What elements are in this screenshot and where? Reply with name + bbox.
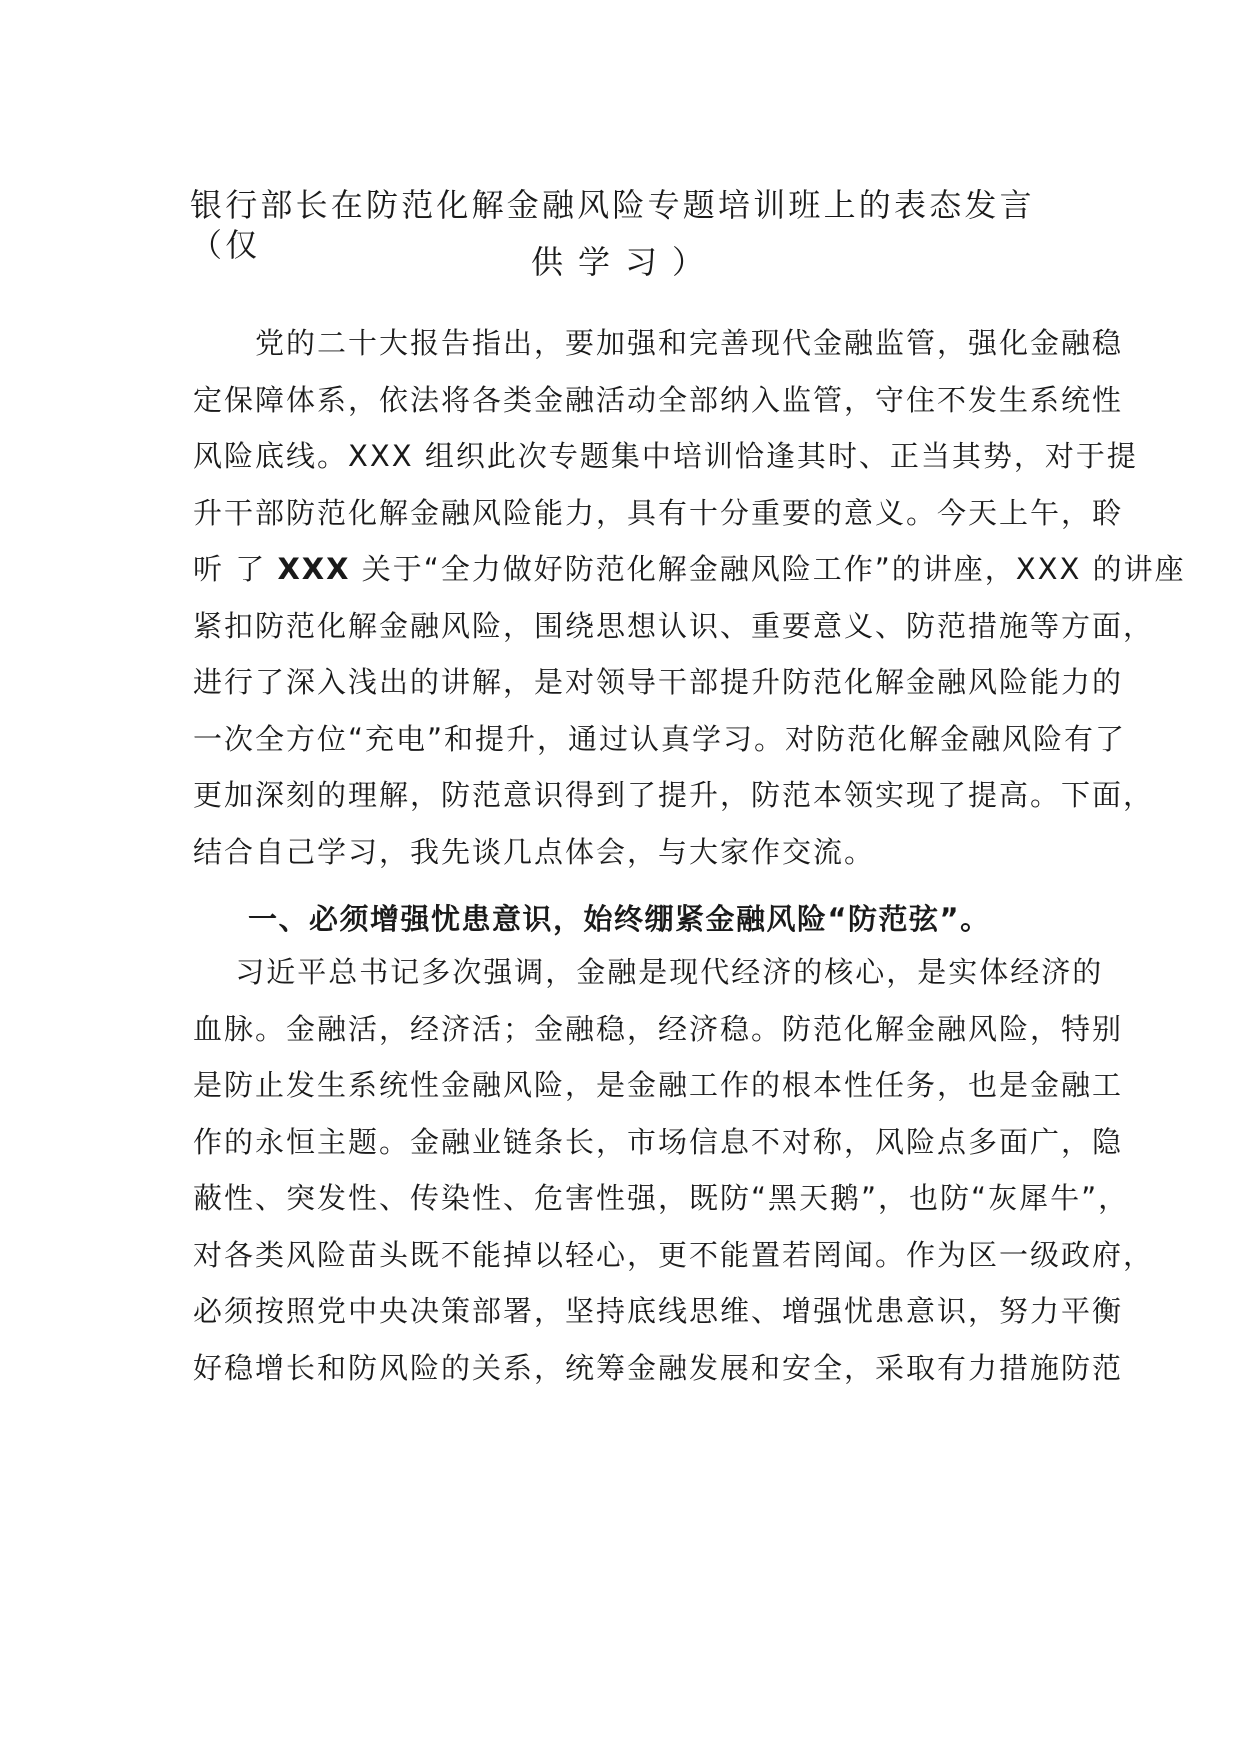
paragraph-line: 对各类风险苗头既不能掉以轻心，更不能置若罔闻。作为区一级政府， <box>193 1237 1155 1272</box>
paragraph-line: 更加深刻的理解，防范意识得到了提升，防范本领实现了提高。下面， <box>193 778 1155 812</box>
paragraph-line: 习近平总书记多次强调，金融是现代经济的核心，是实体经济的 <box>193 955 1104 989</box>
section-heading-1: 一、必须增强忧患意识，始终绷紧金融风险“防范弦”。 <box>248 902 991 936</box>
document-title-line-2: 供学习） <box>530 243 719 281</box>
paragraph-line: 血脉。金融活，经济活；金融稳，经济稳。防范化解金融风险，特别 <box>193 1011 1124 1046</box>
line-prefix: 听 了 <box>193 552 278 586</box>
section-1-paragraph <box>193 944 1155 1396</box>
paragraph-line: 一次全方位“充电”和提升，通过认真学习。对防范化解金融风险有了 <box>193 721 1127 756</box>
document-title-line-1: 银行部长在防范化解金融风险专题培训班上的表态发言（仅 <box>190 186 1035 264</box>
paragraph-line: 党的二十大报告指出，要加强和完善现代金融监管，强化金融稳 <box>193 326 1124 360</box>
paragraph-line: 是防止发生系统性金融风险，是金融工作的根本性任务，也是金融工 <box>193 1068 1124 1102</box>
paragraph-line: 作的永恒主题。金融业链条长，市场信息不对称，风险点多面广，隐 <box>193 1124 1124 1159</box>
bold-name: XXX <box>277 552 351 586</box>
paragraph-line <box>193 541 1186 598</box>
paragraph-line: 定保障体系，依法将各类金融活动全部纳入监管，守住不发生系统性 <box>193 382 1124 417</box>
paragraph-line: 必须按照党中央决策部署，坚持底线思维、增强忧患意识，努力平衡 <box>193 1294 1124 1328</box>
intro-paragraph <box>193 315 1186 880</box>
paragraph-line: 紧扣防范化解金融风险，围绕思想认识、重要意义、防范措施等方面， <box>193 608 1155 643</box>
paragraph-line: 风险底线。XXX 组织此次专题集中培训恰逢其时、正当其势，对于提 <box>193 439 1138 473</box>
paragraph-line: 结合自己学习，我先谈几点体会，与大家作交流。 <box>193 834 876 869</box>
paragraph-line: 进行了深入浅出的讲解，是对领导干部提升防范化解金融风险能力的 <box>193 665 1124 699</box>
paragraph-line: 升干部防范化解金融风险能力，具有十分重要的意义。今天上午，聆 <box>193 495 1124 530</box>
paragraph-line: 好稳增长和防风险的关系，统筹金融发展和安全，采取有力措施防范 <box>193 1350 1124 1385</box>
line-suffix: 关于“全力做好防范化解金融风险工作”的讲座，XXX 的讲座 <box>350 552 1186 586</box>
paragraph-line: 蔽性、突发性、传染性、危害性强，既防“黑天鹅”，也防“灰犀牛”， <box>193 1181 1130 1215</box>
